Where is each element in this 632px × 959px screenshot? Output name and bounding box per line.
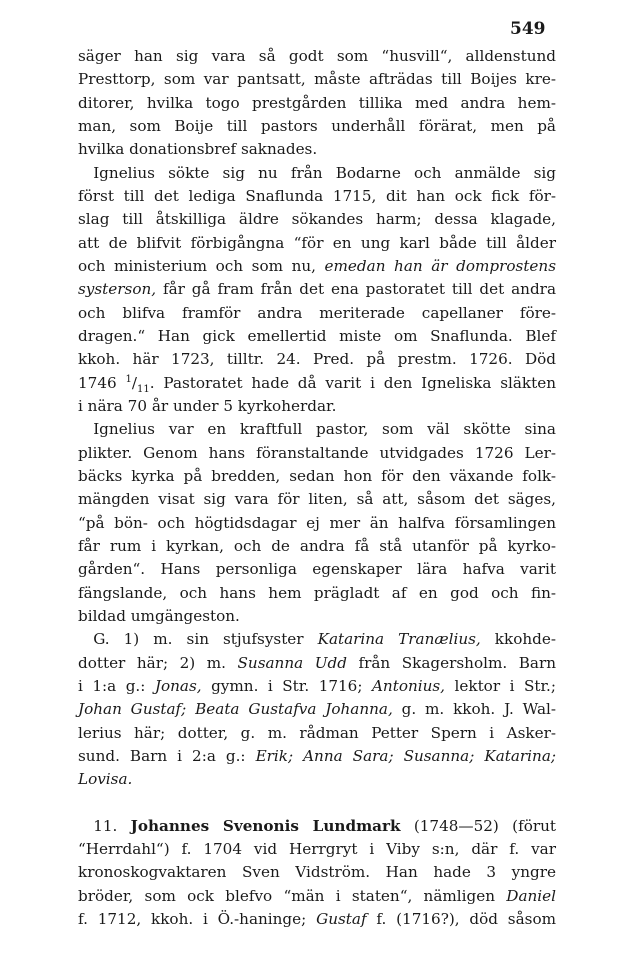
text-line — [78, 698, 556, 721]
text-line — [78, 418, 556, 441]
bold-text: Johannes Svenonis Lundmark — [130, 816, 401, 835]
body-text — [78, 45, 556, 931]
italic-text: emedan han är domprostens — [324, 256, 556, 275]
text-run: gymn. i Str. 1716; — [201, 676, 372, 695]
text-run: hvilka donationsbref saknades. — [78, 140, 318, 159]
page-number: 549 — [510, 19, 546, 39]
text-run: sund. Barn i 2:a g.: — [78, 746, 256, 765]
text-run: bäcks kyrka på bredden, sedan hon för den växande folk- — [78, 466, 556, 485]
text-run: gården“. Hans personliga egenskaper lära hafva varit — [78, 560, 556, 579]
text-line — [78, 232, 556, 255]
text-line — [78, 908, 556, 931]
text-line — [78, 255, 556, 278]
text-run: “Herrdahl“) f. 1704 vid Herrgryt i Viby s:n, där f. var — [78, 840, 556, 859]
text-run: (1748—52) (förut — [400, 816, 556, 835]
text-run: / — [131, 373, 137, 392]
text-line — [78, 885, 556, 908]
italic-text: Gustaf — [316, 910, 367, 929]
text-line — [78, 395, 556, 418]
text-run: Ignelius sökte sig nu från Bodarne och anmälde sig — [78, 163, 556, 182]
text-line — [78, 838, 556, 861]
text-line — [78, 465, 556, 488]
text-run: dragen.“ Han gick emellertid miste om Snaflunda. Blef — [78, 326, 556, 345]
text-line — [78, 768, 556, 791]
text-run: f. 1712, kkoh. i Ö.-haninge; — [78, 910, 317, 929]
text-line — [78, 722, 556, 745]
italic-text: Katarina Tranælius, — [317, 630, 481, 649]
text-run: ditorer, hvilka togo prestgården tillika med andra hem- — [78, 93, 556, 112]
text-run: att de blifvit förbigångna “för en ung karl både till ålder — [78, 233, 556, 252]
text-line — [78, 675, 556, 698]
text-run: dotter här; 2) m. — [78, 653, 238, 672]
text-line — [78, 815, 556, 838]
text-line — [78, 302, 556, 325]
text-line — [78, 115, 556, 138]
text-line — [78, 628, 556, 651]
text-line — [78, 745, 556, 768]
text-run: kronoskogvaktaren Sven Vidström. Han hade 3 yngre — [78, 863, 556, 882]
text-run: G. 1) m. sin stjufsyster — [78, 630, 318, 649]
text-run: i 1:a g.: — [78, 676, 155, 695]
text-line — [78, 92, 556, 115]
text-line — [78, 325, 556, 348]
text-line — [78, 372, 556, 395]
text-run: från Skagersholm. Barn — [346, 653, 556, 672]
text-line — [78, 185, 556, 208]
text-line — [78, 488, 556, 511]
text-run: bröder, som ock blefvo “män i staten“, nämligen — [78, 886, 507, 905]
text-line — [78, 512, 556, 535]
text-run: g. m. kkoh. J. Wal- — [392, 700, 556, 719]
text-run: 11. — [78, 816, 131, 835]
text-line — [78, 652, 556, 675]
text-run: får rum i kyrkan, och de andra få stå utanför på kyrko- — [78, 536, 556, 555]
text-run: 1 — [125, 373, 132, 385]
text-run: lerius här; dotter, g. m. rådman Petter Spern i Asker- — [78, 723, 556, 742]
text-run: och blifva framför andra meriterade capellaner före- — [78, 303, 556, 322]
italic-text: Susanna Udd — [237, 653, 347, 672]
text-line — [78, 348, 556, 371]
text-line — [78, 208, 556, 231]
text-line — [78, 558, 556, 581]
text-line — [78, 535, 556, 558]
italic-text: Daniel — [506, 886, 556, 905]
italic-text: Johan Gustaf; Beata Gustafva Johanna, — [78, 700, 393, 719]
italic-text: Jonas, — [154, 676, 202, 695]
text-run: f. (1716?), död såsom — [366, 910, 556, 929]
text-run: 1746 — [78, 373, 126, 392]
text-run: får gå fram från det ena pastoratet till det andra — [156, 280, 556, 299]
italic-text: systerson, — [78, 280, 157, 299]
text-run: . Pastoratet hade då varit i den Igneliska släkten — [149, 373, 557, 392]
text-line — [78, 278, 556, 301]
italic-text: Erik; Anna Sara; Susanna; Katarina; — [255, 746, 556, 765]
text-line — [78, 45, 556, 68]
text-run: säger han sig vara så godt som “husvill“, alldenstund — [78, 47, 556, 65]
text-line — [78, 605, 556, 628]
text-run: bildad umgängeston. — [78, 606, 240, 625]
text-run: slag till åtskilliga äldre sökandes harm; dessa klagade, — [78, 210, 556, 229]
text-run: fängslande, och hans hem prägladt af en god och fin- — [78, 583, 556, 602]
blank-line — [78, 792, 556, 815]
text-run: plikter. Genom hans föranstaltande utvidgades 1726 Ler- — [78, 443, 556, 462]
text-line — [78, 138, 556, 161]
text-run: och ministerium och som nu, — [78, 256, 325, 275]
text-line — [78, 68, 556, 91]
text-run: lektor i Str.; — [445, 676, 556, 695]
text-line — [78, 582, 556, 605]
text-line — [78, 442, 556, 465]
text-line — [78, 861, 556, 884]
text-run: mängden visat sig vara för liten, så att, såsom det säges, — [78, 490, 556, 509]
italic-text: Antonius, — [371, 676, 446, 695]
text-run: Ignelius var en kraftfull pastor, som väl skötte sina — [78, 420, 556, 439]
text-run: Presttorp, som var pantsatt, måste afträdas till Boijes kre- — [78, 70, 556, 89]
italic-text: Lovisa. — [78, 770, 133, 789]
text-run: 11 — [137, 383, 150, 395]
text-line — [78, 162, 556, 185]
text-run: man, som Boije till pastors underhåll förärat, men på — [78, 116, 556, 135]
text-run: “på bön- och högtidsdagar ej mer än halfva församlingen — [78, 513, 556, 532]
text-run: kkohde- — [480, 630, 556, 649]
text-run: först till det lediga Snaflunda 1715, dit han ock fick för- — [78, 186, 556, 205]
text-run: kkoh. här 1723, tilltr. 24. Pred. på prestm. 1726. Död — [78, 350, 556, 369]
text-run: i nära 70 år under 5 kyrkoherdar. — [78, 396, 337, 415]
